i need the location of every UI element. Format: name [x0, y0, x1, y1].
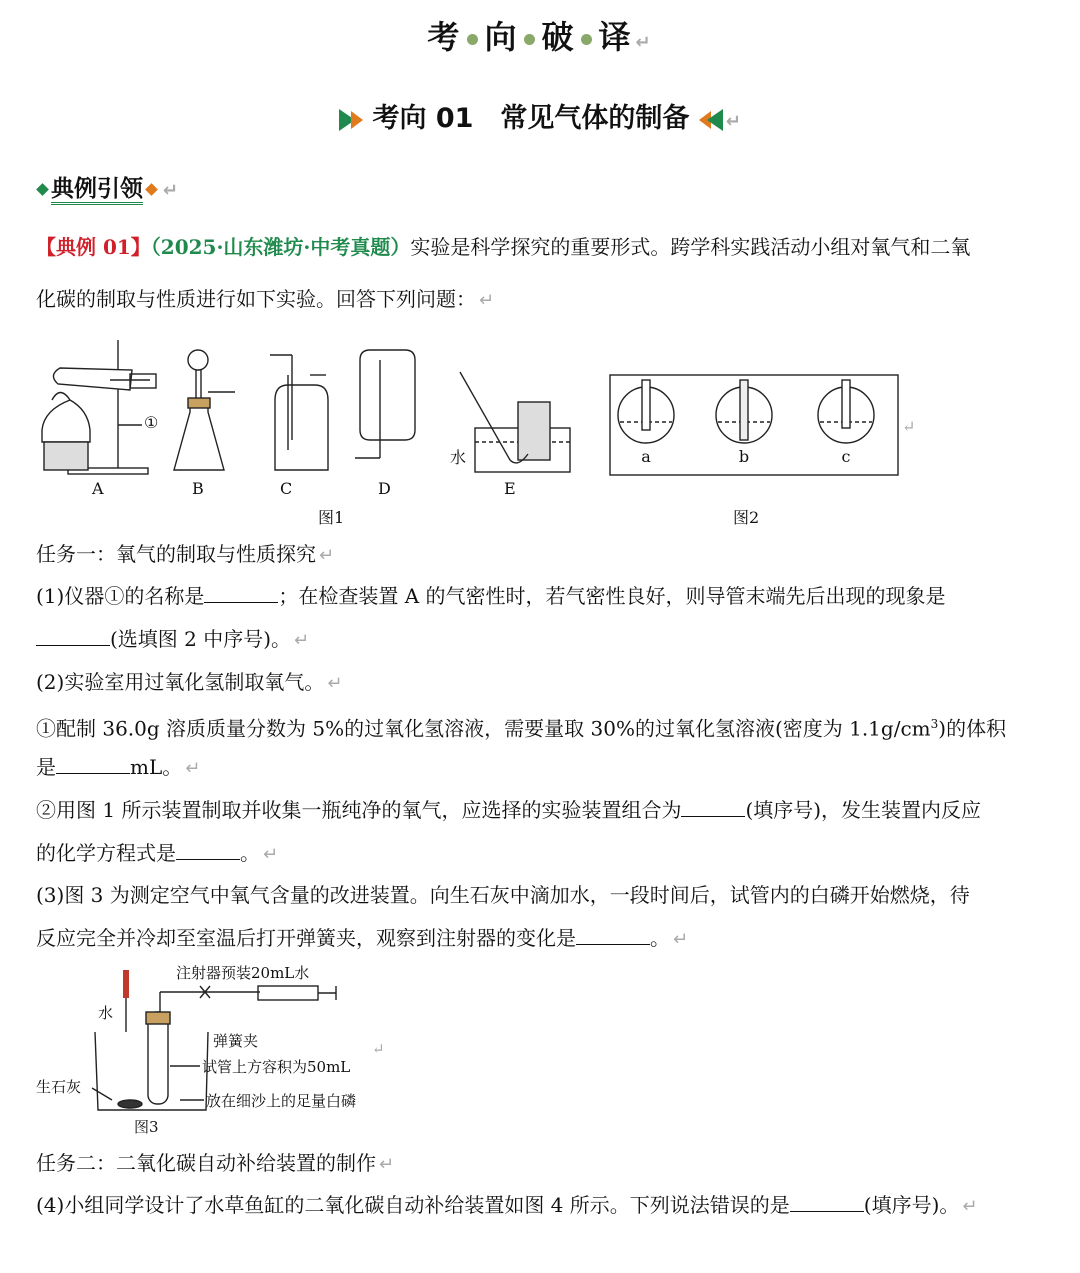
example-intro: 【典例 01】（2025·山东潍坊·中考真题）实验是科学探究的重要形式。跨学科实践活动小组对氧气和二氧 — [36, 235, 971, 259]
question-3: (3)图 3 为测定空气中氧气含量的改进装置。向生石灰中滴加水，一段时间后，试管内的白磷开始燃烧，待 — [36, 883, 970, 907]
question-1-line2: (选填图 2 中序号)。 ↵ — [36, 624, 309, 656]
svg-text:↵: ↵ — [902, 417, 916, 436]
question-2-sub2: ②用图 1 所示装置制取并收集一瓶纯净的氧气，应选择的实验装置组合为 (填序号)，发生装置内反应 — [36, 798, 982, 822]
label-e-apparatus: E — [504, 479, 516, 498]
water-label: 水 — [98, 1004, 114, 1022]
question-3-line2: 反应完全并冷却至室温后打开弹簧夹，观察到注射器的变化是 。 ↵ — [36, 926, 689, 950]
page-title: 考 向 破 译 ↵ — [427, 18, 653, 56]
label-a-apparatus: A — [92, 479, 104, 498]
figure-2-caption: 图2 — [733, 508, 760, 527]
task-2-title: 任务二：二氧化碳自动补给装置的制作 ↵ — [36, 1151, 395, 1175]
label-b-apparatus: B — [192, 479, 204, 498]
question-4: (4)小组同学设计了水草鱼缸的二氧化碳自动补给装置如图 4 所示。下列说法错误的是 (填序号)。 ↵ — [36, 1193, 978, 1217]
svg-text:↵: ↵ — [372, 1040, 385, 1058]
question-2: (2)实验室用过氧化氢制取氧气。 ↵ — [36, 670, 343, 694]
figure-3 — [30, 960, 430, 1140]
question-2-sub2-line2: 的化学方程式是 。 ↵ — [36, 841, 279, 865]
label-d-apparatus: D — [378, 479, 391, 498]
example-intro-line2: 化碳的制取与性质进行如下实验。回答下列问题： ↵ — [36, 287, 495, 311]
diamond-icon — [145, 183, 158, 196]
question-2-sub1-line2: 是 mL。 ↵ — [36, 755, 201, 779]
question-1: (1)仪器①的名称是 ；在检查装置 A 的气密性时，若气密性良好，则导管末端先后出现的现象是 — [36, 584, 946, 608]
syringe-label: 注射器预装20mL水 — [176, 964, 310, 982]
diamond-icon — [36, 183, 49, 196]
phosphorus-label: 放在细沙上的足量白磷 — [206, 1092, 357, 1110]
figure-3-caption: 图3 — [134, 1118, 159, 1136]
figure-1-caption: 图1 — [318, 508, 345, 527]
section-title: 考向 01 常见气体的制备 ↵ — [0, 96, 1080, 135]
figure-1-2 — [30, 330, 930, 530]
task-1-title: 任务一：氧气的制取与性质探究 ↵ — [36, 542, 335, 566]
subsection-heading: 典例引领 ↵ — [34, 170, 178, 203]
volume-label: 试管上方容积为50mL — [202, 1058, 351, 1076]
label-c: c — [841, 447, 851, 466]
clamp-label: 弹簧夹 — [213, 1032, 259, 1050]
water-label: 水 — [450, 448, 467, 467]
question-2-sub1: ①配制 36.0g 溶质质量分数为 5%的过氧化氢溶液，需要量取 30%的过氧化氢溶液(密度为 $1.1g/cm^3$)的体积 — [36, 716, 1007, 741]
marker-1: ① — [144, 413, 159, 432]
label-b: b — [738, 447, 750, 466]
label-a: a — [641, 447, 651, 466]
lime-label: 生石灰 — [36, 1078, 82, 1096]
label-c-apparatus: C — [280, 479, 293, 498]
